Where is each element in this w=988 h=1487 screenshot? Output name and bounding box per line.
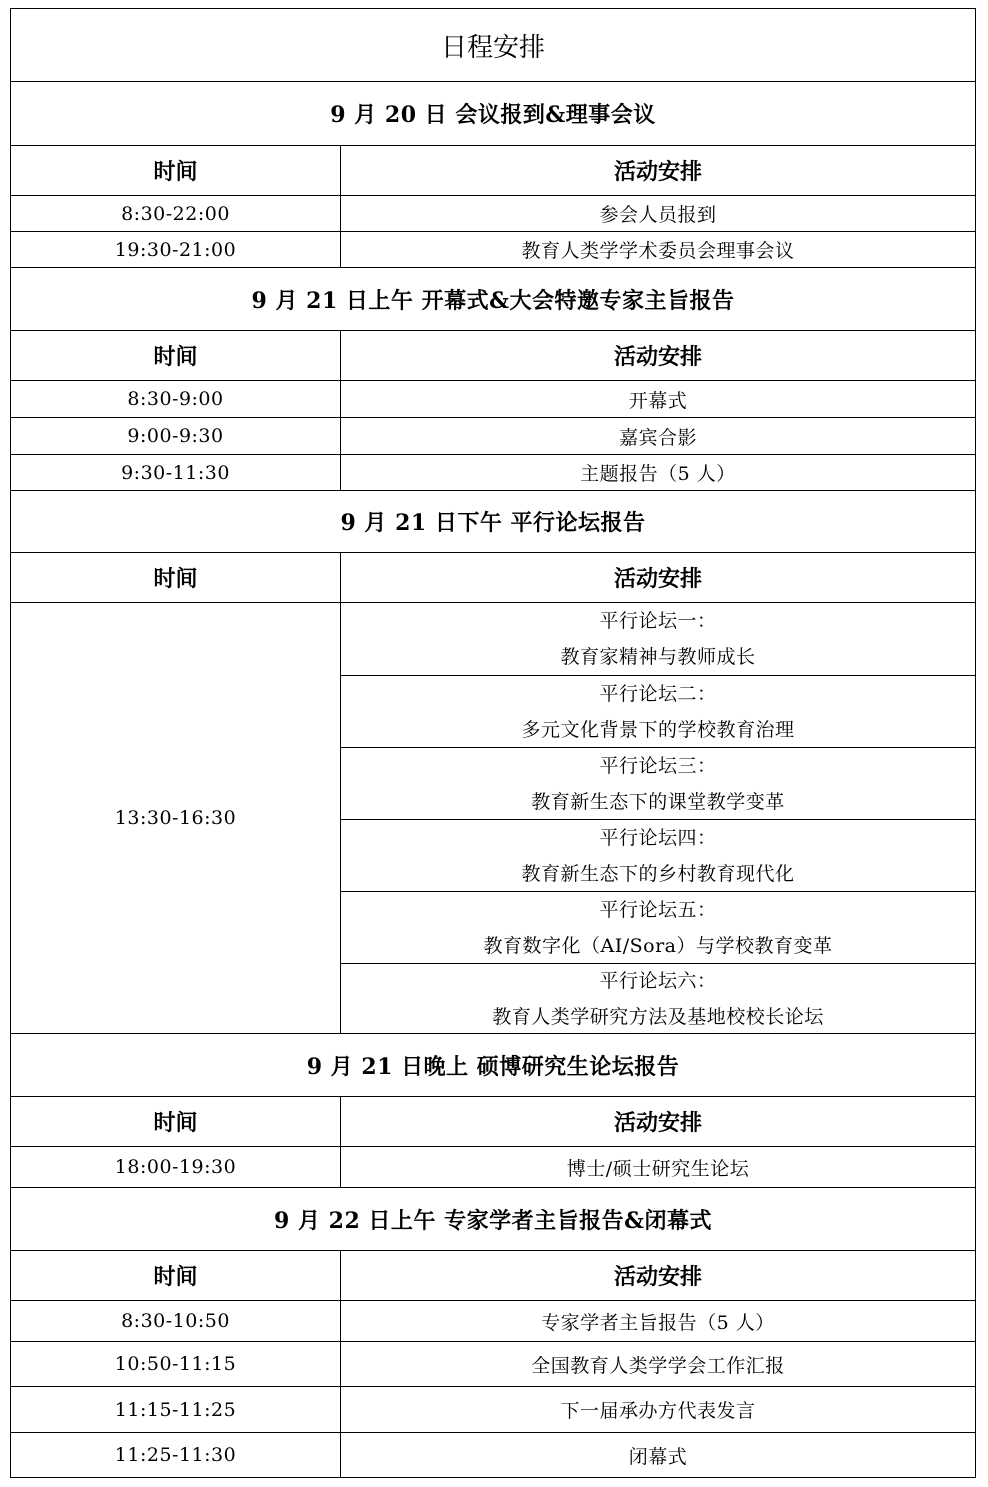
activity-header: 活动安排: [613, 1110, 702, 1136]
time-header: 时间: [11, 1251, 341, 1300]
time-cell: 8:30-9:00: [11, 381, 341, 417]
list-item: [341, 747, 975, 819]
forum-name: 平行论坛一：: [599, 610, 717, 632]
time-header: 时间: [11, 146, 341, 195]
section-heading: 9 月 21 日下午 平行论坛报告: [340, 510, 646, 536]
section-heading: 9 月 22 日上午 专家学者主旨报告&闭幕式: [274, 1207, 712, 1234]
list-item: [341, 819, 975, 891]
table-row: [11, 1146, 975, 1187]
column-header-row: [11, 330, 975, 380]
table-row: [11, 380, 975, 417]
table-row: [11, 195, 975, 231]
forum-topic: 教育人类学研究方法及基地校校长论坛: [492, 1006, 824, 1028]
table-row: [11, 1432, 975, 1477]
time-cell: 9:00-9:30: [11, 418, 341, 454]
list-item: [341, 963, 975, 1034]
activity-cell: 专家学者主旨报告（5 人）: [541, 1311, 775, 1334]
activity-cell: 主题报告（5 人）: [580, 463, 736, 485]
activity-cell: 全国教育人类学学会工作汇报: [531, 1354, 785, 1377]
time-header: 时间: [11, 331, 341, 380]
column-header-row: [11, 1250, 975, 1300]
activity-cell: 开幕式: [628, 389, 688, 412]
activity-header: 活动安排: [613, 566, 702, 592]
time-cell: 19:30-21:00: [11, 232, 341, 267]
column-header-row: [11, 1096, 975, 1146]
list-item: [341, 603, 975, 675]
forum-topic: 教育新生态下的乡村教育现代化: [521, 862, 795, 885]
activity-cell: 博士/硕士研究生论坛: [566, 1157, 750, 1180]
activity-cell: 嘉宾合影: [618, 426, 697, 449]
section-heading: 9 月 21 日上午 开幕式&大会特邀专家主旨报告: [251, 287, 735, 314]
time-cell: 9:30-11:30: [11, 455, 341, 490]
activity-header: 活动安排: [613, 344, 702, 370]
time-cell: 8:30-10:50: [11, 1301, 341, 1341]
section-heading-row: [11, 81, 975, 145]
section-heading: 9 月 21 日晚上 硕博研究生论坛报告: [306, 1053, 680, 1080]
time-cell: 11:15-11:25: [11, 1387, 341, 1432]
time-cell: 11:25-11:30: [11, 1433, 341, 1477]
forum-list: [341, 603, 975, 1033]
list-item: [341, 675, 975, 747]
section-heading-row: [11, 267, 975, 330]
page-title: 日程安排: [440, 32, 545, 63]
forum-topic: 教育新生态下的课堂教学变革: [531, 790, 785, 813]
forum-name: 平行论坛三：: [599, 754, 717, 777]
section-heading-row: [11, 490, 975, 552]
time-cell: 8:30-22:00: [11, 196, 341, 231]
forum-name: 平行论坛二：: [599, 682, 717, 705]
time-header: 时间: [11, 553, 341, 602]
section-heading-row: [11, 1033, 975, 1096]
column-header-row: [11, 145, 975, 195]
activity-header: 活动安排: [613, 1264, 702, 1290]
forum-name: 平行论坛四：: [599, 826, 717, 849]
section-heading: 9 月 20 日 会议报到&理事会议: [330, 102, 656, 128]
time-cell: 18:00-19:30: [11, 1147, 341, 1187]
section-heading-row: [11, 1187, 975, 1250]
table-row: [11, 417, 975, 454]
time-cell: 10:50-11:15: [11, 1342, 341, 1386]
activity-header: 活动安排: [613, 159, 702, 185]
forum-topic: 多元文化背景下的学校教育治理: [521, 718, 795, 741]
table-title-row: [11, 9, 975, 81]
activity-cell: 下一届承办方代表发言: [560, 1400, 756, 1422]
schedule-table: [10, 8, 976, 1478]
column-header-row: [11, 552, 975, 602]
time-cell: 13:30-16:30: [11, 603, 341, 1033]
table-row: [11, 1386, 975, 1432]
table-row: [11, 231, 975, 267]
activity-cell: 闭幕式: [628, 1445, 688, 1468]
table-row: [11, 454, 975, 490]
time-header: 时间: [11, 1097, 341, 1146]
forum-block: [11, 602, 975, 1033]
forum-topic: 教育家精神与教师成长: [560, 646, 756, 668]
list-item: [341, 891, 975, 963]
forum-name: 平行论坛六：: [599, 970, 717, 992]
forum-topic: 教育数字化（AI/Sora）与学校教育变革: [483, 934, 833, 957]
table-row: [11, 1341, 975, 1386]
table-row: [11, 1300, 975, 1341]
activity-cell: 教育人类学学术委员会理事会议: [521, 240, 795, 262]
activity-cell: 参会人员报到: [599, 204, 717, 226]
forum-name: 平行论坛五：: [599, 898, 717, 921]
